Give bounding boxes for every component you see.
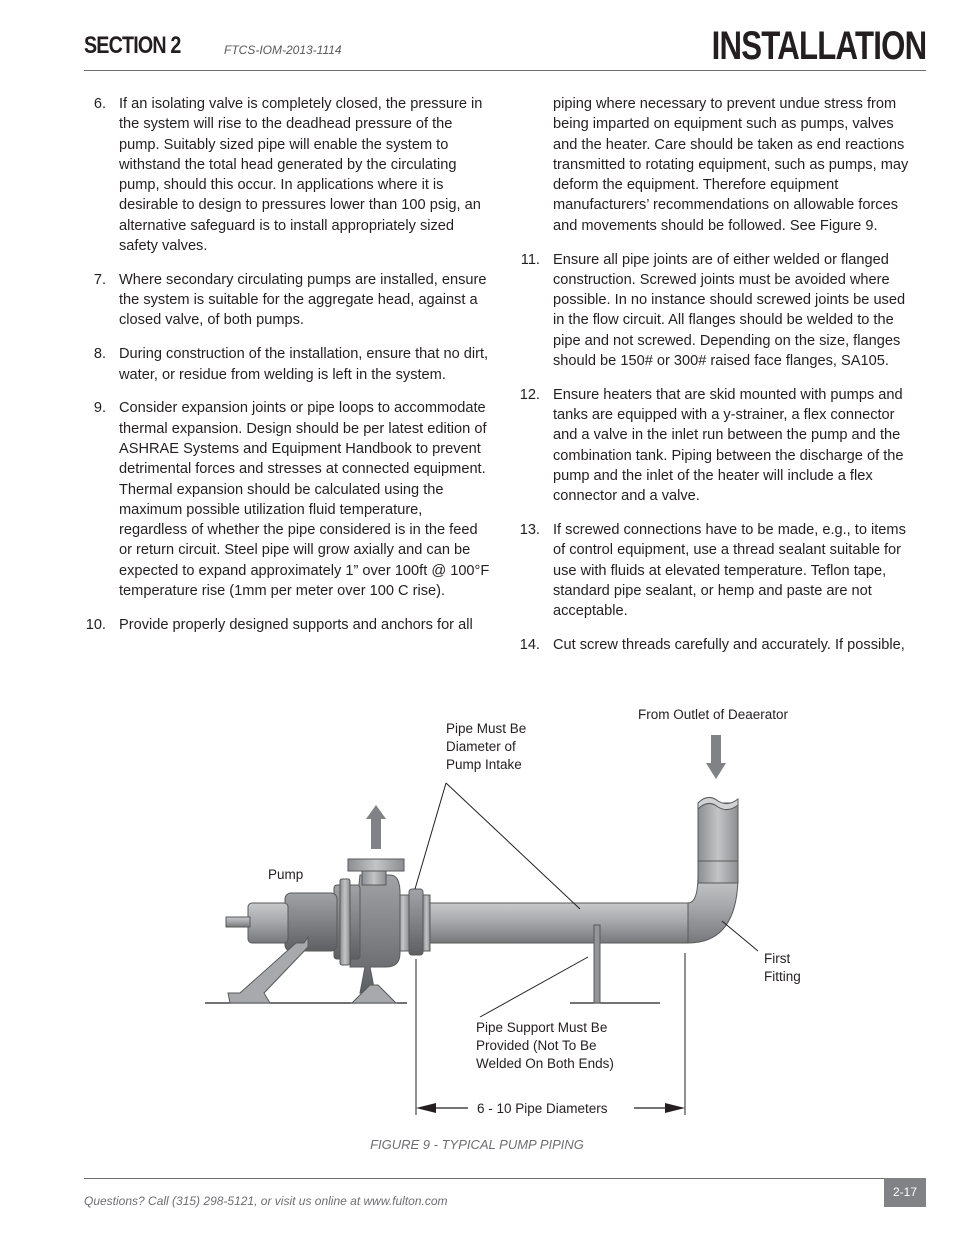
pump-base-bracket [228,937,308,1003]
label-line: Welded On Both Ends) [476,1056,614,1071]
label-outlet: From Outlet of Deaerator [638,707,789,722]
item-continuation: piping where necessary to prevent undue stress from being imparted on equipment such as pumps, valves and the heater. Care should be taken as end reactions transmitted to rotating equipment, such as pumps, may deform the equipment. Therefore equipment manufacturers’ recommendations on allowable forces and movements should be followed. See Figure 9. [553,96,909,234]
label-line: Pump Intake [446,757,522,772]
pipe-flange [409,889,423,955]
label-first-fitting [764,951,801,984]
label-support [476,1020,614,1071]
inlet-arrow-icon [706,735,726,779]
pipe-flange [423,895,430,951]
vertical-pipe [698,803,738,883]
label-pipe-diameter [446,721,530,772]
footer-contact: Questions? Call (315) 298-5121, or visit us online at www.fulton.com [84,1194,448,1208]
label-line: Fitting [764,969,801,984]
pipe-elbow [688,875,738,943]
left-column [84,94,494,649]
leader-line [446,783,580,909]
list-item [518,250,920,372]
label-line: First [764,951,791,966]
label-line: Pipe Support Must Be [476,1020,608,1035]
item-number: 7. [93,271,106,288]
item-text: Where secondary circulating pumps are installed, ensure the system is suitable for the aggregate head, against a closed valve, of both pumps. [119,271,487,329]
label-line: Pipe Must Be [446,721,527,736]
item-text: During construction of the installation, ensure that no dirt, water, or residue from welding is left in the system. [119,346,489,383]
pump-piping-diagram [200,695,920,1125]
document-code: FTCS-IOM-2013-1114 [224,43,342,57]
discharge-flange [348,859,404,871]
pump-casing-ring [340,879,350,965]
footer-divider [84,1178,884,1179]
item-text: Ensure heaters that are skid mounted with pumps and tanks are equipped with a y-strainer, a flex connector and a valve in the inlet run between the pump and the combination tank. Piping between the discharge of the pump and the inlet of the heater will include a flex connector and a valve. [553,386,904,505]
item-number: 13. [519,522,540,539]
label-dimension: 6 - 10 Pipe Diameters [477,1101,608,1116]
leader-line [480,957,588,1017]
list-item [84,615,494,635]
item-number: 9. [93,400,106,417]
horizontal-pipe [428,903,688,943]
item-number: 12. [519,386,540,403]
item-text: Provide properly designed supports and anchors for all [119,616,473,633]
label-pump: Pump [268,867,304,882]
dimension-arrow-left-icon [416,1103,436,1113]
leader-line [415,783,446,889]
discharge-arrow-icon [366,805,386,849]
leader-line [722,921,758,951]
item-text: If an isolating valve is completely closed, the pressure in the system will rise to the deadhead pressure of the pump. Suitably sized pipe will enable the system to withstand the total head generated by the circulating pump, should this occur. In applications where it is desirable to design to pressures lower than 100 psig, an alternative safeguard is to install appropriately sized safety valves. [119,96,483,255]
list-item [84,94,494,256]
list-item [518,385,920,507]
list-item [518,520,920,621]
section-label: SECTION 2 [84,32,181,59]
pump-shaft [226,917,250,927]
item-text: Cut screw threads carefully and accurately. If possible, [553,637,905,654]
item-text: If screwed connections have to be made, e.g., to items of control equipment, use a thread sealant suitable for use with fluids at elevated temperature. Teflon tape, standard pipe sealant, or hemp and paste are not acceptable. [553,522,906,620]
item-number: 14. [519,637,540,654]
list-item [84,344,494,385]
list-item [518,635,920,655]
pipe-support [594,925,600,1003]
dimension-arrow-right-icon [665,1103,685,1113]
list-item [84,398,494,601]
label-line: Diameter of [446,739,516,754]
item-text: Consider expansion joints or pipe loops to accommodate thermal expansion. Design should be per latest edition of ASHRAE Systems and Equipment Handbook to prevent detrimental forces and stresses at connected equipment. Thermal expansion should be calculated using the maximum possible utilization fluid temperature, regardless of whether the pipe considered is in the feed or return circuit. Steel pipe will grow axially and can be expected to expand approximately 1” over 100ft @ 100°F temperature rise (1mm per meter over 100 C rise). [119,400,490,600]
item-number: 8. [93,346,106,363]
pump-base-foot [352,985,396,1003]
pump-motor-end [248,903,288,943]
label-line: Provided (Not To Be [476,1038,597,1053]
pump-motor [285,893,337,951]
discharge-neck [362,871,386,885]
item-text: Ensure all pipe joints are of either welded or flanged construction. Screwed joints must be avoided where possible. In no instance should screwed joints be used in the flow circuit. All flanges should be welded to the pipe and not screwed. Depending on the size, flanges should be 150# or 300# raised face flanges, SA105. [553,251,906,370]
item-number: 10. [85,616,106,633]
right-column [518,94,920,669]
list-item [84,270,494,331]
page-header [84,26,926,71]
page-title: INSTALLATION [711,24,926,68]
item-number: 6. [93,96,106,112]
page-number: 2-17 [884,1178,926,1207]
item-number: 11. [520,251,540,268]
figure-caption: FIGURE 9 - TYPICAL PUMP PIPING [370,1137,584,1152]
